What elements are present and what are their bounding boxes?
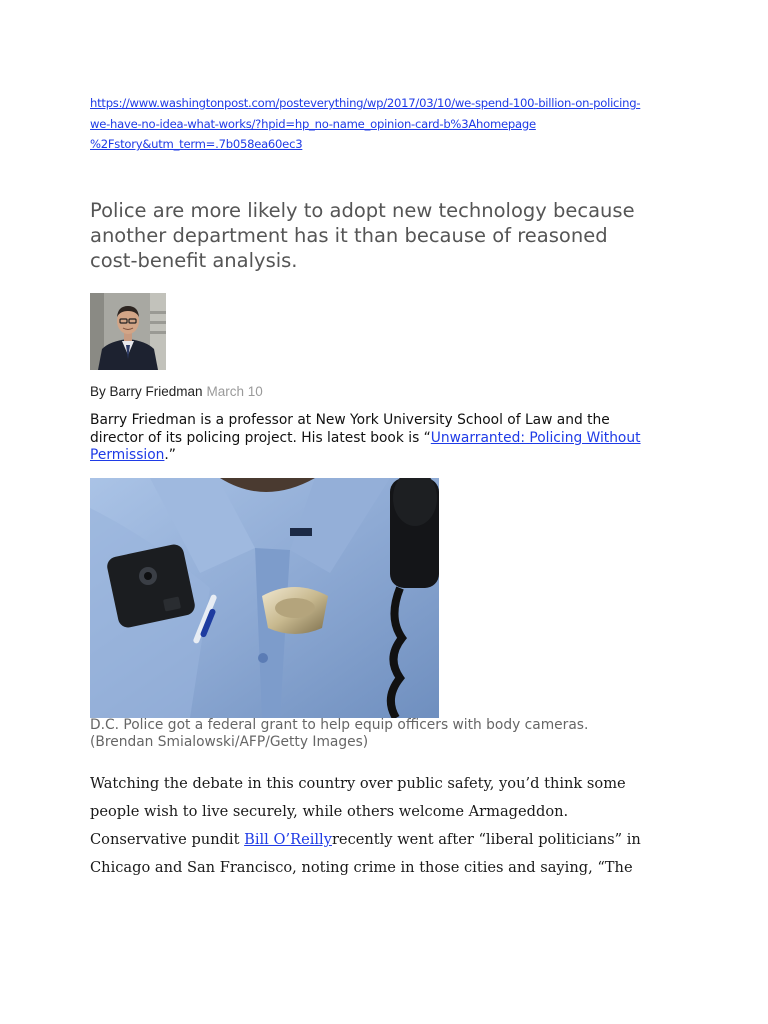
author-bio xyxy=(90,412,690,465)
caption-line: D.C. Police got a federal grant to help equip officers with body cameras. xyxy=(90,717,589,733)
bio-line: Barry Friedman is a professor at New York University School of Law and the xyxy=(90,412,610,428)
bill-oreilly-link[interactable]: Bill O’Reilly xyxy=(244,831,332,848)
body-line: people wish to live securely, while others welcome Armageddon. xyxy=(90,803,569,820)
headline-line: another department has it than because of reasoned xyxy=(90,224,608,247)
author-portrait xyxy=(90,293,166,370)
book-link[interactable]: Unwarranted: Policing Without xyxy=(430,429,641,446)
byline xyxy=(90,383,263,400)
body-text: Conservative pundit xyxy=(90,831,245,848)
article-headline xyxy=(90,198,700,273)
publish-date: March 10 xyxy=(206,384,263,399)
headline-line: cost-benefit analysis. xyxy=(90,249,298,272)
body-line xyxy=(90,826,710,854)
book-link[interactable]: Permission xyxy=(90,447,165,463)
headline-line: Police are more likely to adopt new technology because xyxy=(90,199,635,222)
bio-text: director of its policing project. His latest book is “ xyxy=(90,429,431,446)
photo-caption xyxy=(90,717,690,751)
body-camera-photo xyxy=(90,478,439,718)
source-url-line[interactable]: %2Fstory&utm_term=.7b058ea60ec3 xyxy=(90,137,303,151)
bio-text: .” xyxy=(164,447,176,463)
source-url-line[interactable]: we-have-no-idea-what-works/?hpid=hp_no-name_opinion-card-b%3Ahomepage xyxy=(90,116,536,131)
body-line: Chicago and San Francisco, noting crime in those cities and saying, “The xyxy=(90,859,633,876)
bio-line xyxy=(90,430,690,448)
bio-line xyxy=(90,447,690,465)
source-url-line[interactable]: https://www.washingtonpost.com/posteverything/wp/2017/03/10/we-spend-100-billion-on-policing- xyxy=(90,96,641,110)
body-line: Watching the debate in this country over public safety, you’d think some xyxy=(90,775,626,792)
body-text: recently went after “liberal politicians” in xyxy=(331,831,641,848)
article-photo xyxy=(90,478,439,718)
author-photo xyxy=(90,293,166,370)
article-body xyxy=(90,770,710,882)
author-name: By Barry Friedman xyxy=(90,384,203,399)
caption-line: (Brendan Smialowski/AFP/Getty Images) xyxy=(90,734,369,750)
source-url-link[interactable] xyxy=(90,93,680,155)
